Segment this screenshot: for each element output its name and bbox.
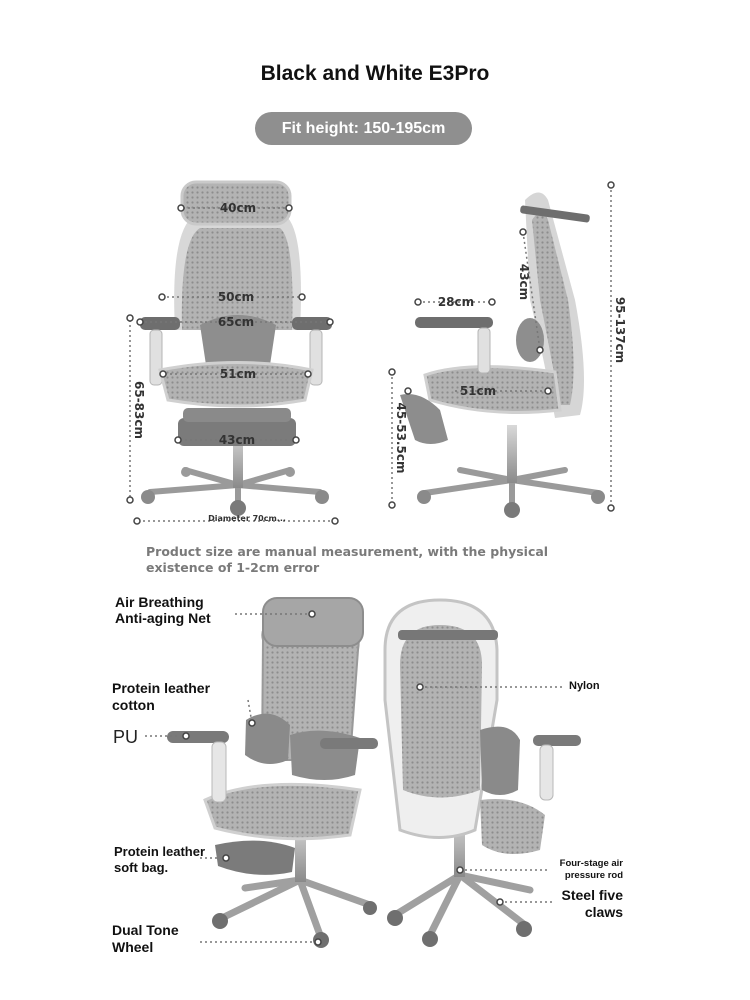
armrest-span-label: 65cm — [217, 315, 255, 329]
seat-height-label: 45-53.5cm — [394, 402, 408, 474]
feature-net-line1: Air Breathing — [115, 594, 204, 610]
side-chair-drawing — [400, 193, 605, 519]
armrest-length-label: 28cm — [437, 295, 475, 309]
feature-leather-cotton-label — [112, 680, 210, 714]
page-title: Black and White E3Pro — [260, 62, 490, 85]
feature-net-label — [115, 594, 211, 626]
feature-claws-line1: Steel five — [561, 887, 623, 903]
feature-soft-bag-line1: Protein leather — [114, 844, 206, 859]
fit-height-badge: Fit height: 150-195cm — [255, 112, 472, 145]
back-height-label: 43cm — [517, 263, 531, 301]
measurement-note: Product size are manual measurement, with the physical existence of 1-2cm error — [146, 544, 549, 575]
feature-soft-bag-line2: soft bag. — [114, 860, 169, 875]
total-height-label: 95-137cm — [613, 296, 627, 364]
seat-width-label: 51cm — [219, 367, 257, 381]
feature-leather-line1: Protein leather — [112, 680, 211, 696]
feature-rod-label — [550, 858, 623, 882]
feature-rod-line1: Four-stage air — [559, 858, 623, 869]
product-photo — [167, 598, 581, 948]
feature-wheel-line2: Wheel — [112, 939, 154, 955]
back-width-label: 50cm — [217, 290, 255, 304]
feature-soft-bag-label — [114, 844, 205, 876]
feature-nylon-label: Nylon — [569, 680, 600, 692]
headrest-width-label: 40cm — [219, 201, 257, 215]
arm-height-label: 65-83cm — [132, 381, 146, 439]
front-chair-drawing — [140, 182, 332, 516]
feature-wheel-label — [112, 922, 179, 956]
seat-depth-label: 51cm — [459, 384, 497, 398]
feature-pu-label: PU — [113, 727, 139, 747]
feature-net-line2: Anti-aging Net — [115, 610, 211, 626]
feature-claws-label — [540, 887, 623, 921]
feature-wheel-line1: Dual Tone — [112, 922, 179, 938]
base-diameter-label: Diameter 70cm... — [208, 514, 286, 523]
feature-leather-line2: cotton — [112, 697, 155, 713]
footrest-width-label: 43cm — [218, 433, 256, 447]
feature-rod-line2: pressure rod — [564, 870, 623, 881]
feature-claws-line2: claws — [584, 904, 623, 920]
